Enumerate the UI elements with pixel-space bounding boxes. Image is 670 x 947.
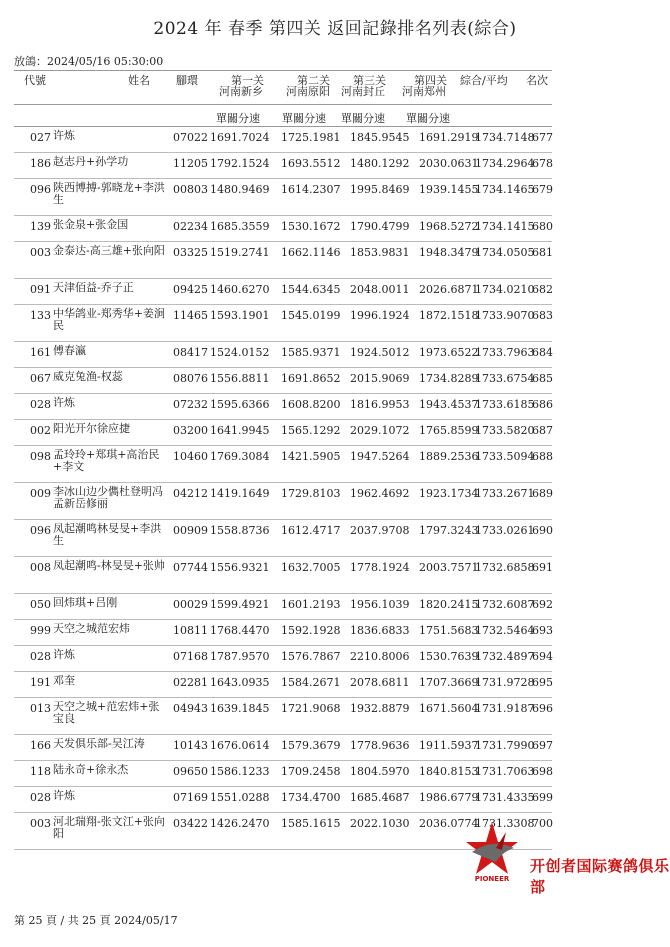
row-stage4-speed: 1734.8289 [419,372,479,385]
row-average: 1732.4897 [475,650,535,663]
row-name: 张金泉+张金国 [53,218,129,231]
row-stage4-speed: 1948.3479 [419,246,479,259]
row-rank: 694 [532,650,553,663]
row-code: 133 [30,309,51,322]
row-code: 003 [30,817,51,830]
row-stage4-speed: 1707.3669 [419,676,479,689]
row-average: 1732.5464 [475,624,535,637]
row-average: 1732.6858 [475,561,535,574]
table-row [14,698,552,735]
row-stage3-speed: 2015.9069 [350,372,410,385]
row-ring: 03422 [173,817,208,830]
row-rank: 682 [532,283,553,296]
row-stage2-speed: 1530.1672 [281,220,341,233]
row-stage2-speed: 1721.9068 [281,702,341,715]
row-stage2-speed: 1632.7005 [281,561,341,574]
row-code: 186 [30,157,51,170]
row-stage1-speed: 1556.9321 [210,561,270,574]
row-average: 1731.7063 [475,765,535,778]
row-code: 999 [30,624,51,637]
row-stage4-speed: 1797.3243 [419,524,479,537]
row-average: 1733.9070 [475,309,535,322]
table-row [14,216,552,242]
row-stage3-speed: 1836.6833 [350,624,410,637]
row-stage1-speed: 1599.4921 [210,598,270,611]
row-stage4-speed: 1530.7639 [419,650,479,663]
col-header-code: 代號 [24,74,46,87]
row-code: 028 [30,650,51,663]
row-stage3-speed: 2022.1030 [350,817,410,830]
row-stage1-speed: 1519.2741 [210,246,270,259]
row-stage4-speed: 2026.6871 [419,283,479,296]
row-average: 1731.7990 [475,739,535,752]
row-rank: 691 [532,561,553,574]
row-rank: 696 [532,702,553,715]
row-stage4-speed: 1911.5937 [419,739,479,752]
row-rank: 684 [532,346,553,359]
row-stage1-speed: 1768.4470 [210,624,270,637]
col-header-stage3-loc: 河南封丘 [341,85,385,98]
row-rank: 698 [532,765,553,778]
row-code: 028 [30,398,51,411]
row-stage4-speed: 1943.4537 [419,398,479,411]
table-row [14,620,552,646]
row-stage2-speed: 1693.5512 [281,157,341,170]
speed-label-stage3: 單關分速 [341,112,385,125]
row-stage2-speed: 1576.7867 [281,650,341,663]
row-ring: 03325 [173,246,208,259]
row-stage3-speed: 1778.1924 [350,561,410,574]
row-stage2-speed: 1579.3679 [281,739,341,752]
row-stage4-speed: 1691.2919 [419,131,479,144]
row-code: 118 [30,765,51,778]
row-name: 陆永奇+徐永杰 [53,763,129,776]
row-name: 威克兔渔-权蕊 [53,370,123,383]
row-stage3-speed: 1845.9545 [350,131,410,144]
col-header-stage4: 第四关 [414,74,447,87]
row-stage3-speed: 1947.5264 [350,450,410,463]
row-ring: 11205 [173,157,208,170]
row-name: 天空之城+范宏炜+张宝良 [53,700,160,725]
row-stage4-speed: 1820.2415 [419,598,479,611]
row-stage2-speed: 1614.2307 [281,183,341,196]
row-stage1-speed: 1676.0614 [210,739,270,752]
row-name: 许炼 [53,789,75,802]
row-stage1-speed: 1792.1524 [210,157,270,170]
row-code: 091 [30,283,51,296]
row-name: 天发俱乐部-吴江涛 [53,737,145,750]
row-average: 1734.1465 [475,183,535,196]
row-stage2-speed: 1584.2671 [281,676,341,689]
row-stage3-speed: 1962.4692 [350,487,410,500]
row-code: 191 [30,676,51,689]
table-row [14,342,552,368]
row-average: 1731.9187 [475,702,535,715]
table-row [14,520,552,557]
row-stage4-speed: 1973.6522 [419,346,479,359]
row-stage2-speed: 1585.9371 [281,346,341,359]
row-ring: 00029 [173,598,208,611]
row-stage4-speed: 2030.0631 [419,157,479,170]
row-stage2-speed: 1565.1292 [281,424,341,437]
row-ring: 10143 [173,739,208,752]
row-stage1-speed: 1691.7024 [210,131,270,144]
row-name: 赵志丹+孙学功 [53,155,129,168]
row-rank: 689 [532,487,553,500]
table-row [14,672,552,698]
row-ring: 07168 [173,650,208,663]
row-rank: 683 [532,309,553,322]
table-row [14,646,552,672]
row-code: 096 [30,524,51,537]
table-row [14,153,552,179]
row-stage3-speed: 1853.9831 [350,246,410,259]
row-stage1-speed: 1595.6366 [210,398,270,411]
row-name: 凤起潮鸣林旻旻+李洪生 [53,522,162,547]
row-rank: 700 [532,817,553,830]
row-stage2-speed: 1729.8103 [281,487,341,500]
report-title: 2024 年 春季 第四关 返回記錄排名列表(綜合) [153,19,517,39]
row-ring: 02281 [173,676,208,689]
row-rank: 678 [532,157,553,170]
results-table [14,127,552,850]
table-row [14,127,552,153]
page-footer: 第 25 頁 / 共 25 頁 2024/05/17 [14,914,178,927]
row-name: 中华鸽业-郑秀华+姜涧民 [53,307,165,332]
row-stage2-speed: 1734.4700 [281,791,341,804]
logo-text: PIONEER [474,875,510,883]
table-row [14,394,552,420]
row-stage3-speed: 2048.0011 [350,283,410,296]
row-code: 027 [30,131,51,144]
row-stage3-speed: 2029.1072 [350,424,410,437]
row-rank: 679 [532,183,553,196]
row-stage3-speed: 1790.4799 [350,220,410,233]
row-stage2-speed: 1601.2193 [281,598,341,611]
col-header-stage1: 第一关 [231,74,264,87]
row-ring: 07169 [173,791,208,804]
header-mid-rule [14,104,552,105]
row-stage4-speed: 1968.5272 [419,220,479,233]
row-ring: 02234 [173,220,208,233]
row-average: 1731.4335 [475,791,535,804]
table-row [14,761,552,787]
row-average: 1733.0261 [475,524,535,537]
row-stage2-speed: 1545.0199 [281,309,341,322]
row-stage3-speed: 1685.4687 [350,791,410,804]
speed-label-stage2: 單關分速 [282,112,326,125]
row-average: 1734.1415 [475,220,535,233]
row-ring: 08076 [173,372,208,385]
row-stage1-speed: 1787.9570 [210,650,270,663]
row-rank: 697 [532,739,553,752]
row-name: 回炜琪+吕刚 [53,596,118,609]
col-header-name: 姓名 [128,74,150,87]
table-row [14,557,552,594]
table-row [14,483,552,520]
row-name: 河北瑞翔-张文江+张向阳 [53,815,165,840]
row-stage4-speed: 2003.7571 [419,561,479,574]
row-average: 1733.5820 [475,424,535,437]
row-ring: 10460 [173,450,208,463]
row-stage4-speed: 1751.5683 [419,624,479,637]
row-name: 凤起潮鸣-林旻旻+张帅 [53,559,165,572]
col-header-stage2-loc: 河南原阳 [286,85,330,98]
row-stage2-speed: 1725.1981 [281,131,341,144]
row-code: 166 [30,739,51,752]
row-name: 陕西博搏-郭晓龙+李洪生 [53,181,165,206]
table-row [14,420,552,446]
table-row [14,446,552,483]
row-stage4-speed: 1671.5604 [419,702,479,715]
row-rank: 680 [532,220,553,233]
row-stage1-speed: 1426.2470 [210,817,270,830]
row-ring: 04943 [173,702,208,715]
row-stage1-speed: 1558.8736 [210,524,270,537]
row-ring: 09425 [173,283,208,296]
row-stage1-speed: 1643.0935 [210,676,270,689]
row-name: 许炼 [53,396,75,409]
row-name: 天津佰益-乔子正 [53,281,134,294]
row-stage1-speed: 1419.1649 [210,487,270,500]
row-name: 阳光开尔徐应捷 [53,422,130,435]
row-ring: 03200 [173,424,208,437]
row-name: 许炼 [53,129,75,142]
row-stage2-speed: 1612.4717 [281,524,341,537]
row-stage4-speed: 1889.2536 [419,450,479,463]
row-ring: 09650 [173,765,208,778]
speed-label-stage4: 單關分速 [406,112,450,125]
row-stage2-speed: 1592.1928 [281,624,341,637]
row-ring: 00909 [173,524,208,537]
row-stage2-speed: 1585.1615 [281,817,341,830]
row-rank: 685 [532,372,553,385]
row-stage1-speed: 1480.9469 [210,183,270,196]
header-top-rule [14,70,552,71]
row-stage3-speed: 1924.5012 [350,346,410,359]
col-header-ring: 腳環 [176,74,198,87]
row-stage1-speed: 1641.9945 [210,424,270,437]
row-ring: 11465 [173,309,208,322]
row-stage1-speed: 1524.0152 [210,346,270,359]
row-ring: 00803 [173,183,208,196]
row-ring: 07744 [173,561,208,574]
row-average: 1734.7148 [475,131,535,144]
row-rank: 688 [532,450,553,463]
row-stage3-speed: 1778.9636 [350,739,410,752]
club-name: 开创者国际赛鸽俱乐部 [530,857,670,896]
col-header-stage3: 第三关 [353,74,386,87]
row-name: 许炼 [53,648,75,661]
table-row [14,787,552,813]
row-rank: 692 [532,598,553,611]
row-stage2-speed: 1662.1146 [281,246,341,259]
row-ring: 04212 [173,487,208,500]
row-stage3-speed: 1480.1292 [350,157,410,170]
row-stage1-speed: 1639.1845 [210,702,270,715]
row-code: 161 [30,346,51,359]
row-code: 008 [30,561,51,574]
table-row [14,279,552,305]
col-header-stage2: 第二关 [297,74,330,87]
row-rank: 681 [532,246,553,259]
row-name: 李冰山边少儁杜登明冯孟新岳修丽 [53,485,163,510]
row-code: 096 [30,183,51,196]
row-rank: 690 [532,524,553,537]
row-code: 028 [30,791,51,804]
row-name: 金泰达-高三雄+张向阳 [53,244,165,257]
row-rank: 693 [532,624,553,637]
row-stage3-speed: 2210.8006 [350,650,410,663]
row-stage1-speed: 1556.8811 [210,372,270,385]
row-rank: 695 [532,676,553,689]
row-stage4-speed: 1939.1455 [419,183,479,196]
row-ring: 07022 [173,131,208,144]
row-code: 009 [30,487,51,500]
row-average: 1731.3308 [475,817,535,830]
row-stage3-speed: 2037.9708 [350,524,410,537]
row-stage4-speed: 1986.6779 [419,791,479,804]
row-code: 139 [30,220,51,233]
table-row [14,594,552,620]
row-rank: 687 [532,424,553,437]
row-name: 天空之城范宏炜 [53,622,130,635]
row-average: 1734.0505 [475,246,535,259]
row-code: 013 [30,702,51,715]
row-rank: 686 [532,398,553,411]
row-average: 1731.9728 [475,676,535,689]
row-stage2-speed: 1608.8200 [281,398,341,411]
row-name: 邓奎 [53,674,75,687]
table-row [14,368,552,394]
row-stage1-speed: 1593.1901 [210,309,270,322]
row-code: 003 [30,246,51,259]
row-stage3-speed: 2078.6811 [350,676,410,689]
row-stage4-speed: 1765.8599 [419,424,479,437]
col-header-rank: 名次 [526,74,548,87]
pioneer-logo [462,818,522,890]
row-code: 098 [30,450,51,463]
row-stage3-speed: 1804.5970 [350,765,410,778]
row-stage4-speed: 1840.8153 [419,765,479,778]
release-time: 放鴿：2024/05/16 05:30:00 [14,55,164,68]
row-stage2-speed: 1421.5905 [281,450,341,463]
row-name: 孟玲玲+郑琪+高治民+李文 [53,448,160,473]
table-row [14,305,552,342]
row-code: 067 [30,372,51,385]
speed-label-stage1: 單關分速 [216,112,260,125]
row-stage1-speed: 1586.1233 [210,765,270,778]
row-average: 1732.6087 [475,598,535,611]
row-average: 1733.7963 [475,346,535,359]
row-ring: 08417 [173,346,208,359]
table-row [14,179,552,216]
col-header-stage1-loc: 河南新乡 [219,85,263,98]
row-ring: 07232 [173,398,208,411]
row-code: 050 [30,598,51,611]
row-name: 傅春瀛 [53,344,86,357]
row-average: 1734.0210 [475,283,535,296]
col-header-average: 綜合/平均 [460,74,508,87]
row-average: 1733.5094 [475,450,535,463]
row-stage2-speed: 1691.8652 [281,372,341,385]
row-average: 1734.2964 [475,157,535,170]
row-stage1-speed: 1551.0288 [210,791,270,804]
row-stage4-speed: 1872.1518 [419,309,479,322]
row-stage3-speed: 1816.9953 [350,398,410,411]
row-stage2-speed: 1709.2458 [281,765,341,778]
col-header-stage4-loc: 河南郑州 [402,85,446,98]
row-stage4-speed: 1923.1734 [419,487,479,500]
row-stage2-speed: 1544.6345 [281,283,341,296]
row-stage3-speed: 1932.8879 [350,702,410,715]
table-row [14,242,552,279]
row-stage3-speed: 1996.1924 [350,309,410,322]
row-average: 1733.6185 [475,398,535,411]
row-rank: 699 [532,791,553,804]
row-stage3-speed: 1956.1039 [350,598,410,611]
table-row [14,735,552,761]
row-stage1-speed: 1769.3084 [210,450,270,463]
row-stage4-speed: 2036.0774 [419,817,479,830]
row-stage3-speed: 1995.8469 [350,183,410,196]
row-average: 1733.2671 [475,487,535,500]
row-rank: 677 [532,131,553,144]
row-stage1-speed: 1460.6270 [210,283,270,296]
row-ring: 10811 [173,624,208,637]
row-average: 1733.6754 [475,372,535,385]
row-code: 002 [30,424,51,437]
row-stage1-speed: 1685.3559 [210,220,270,233]
